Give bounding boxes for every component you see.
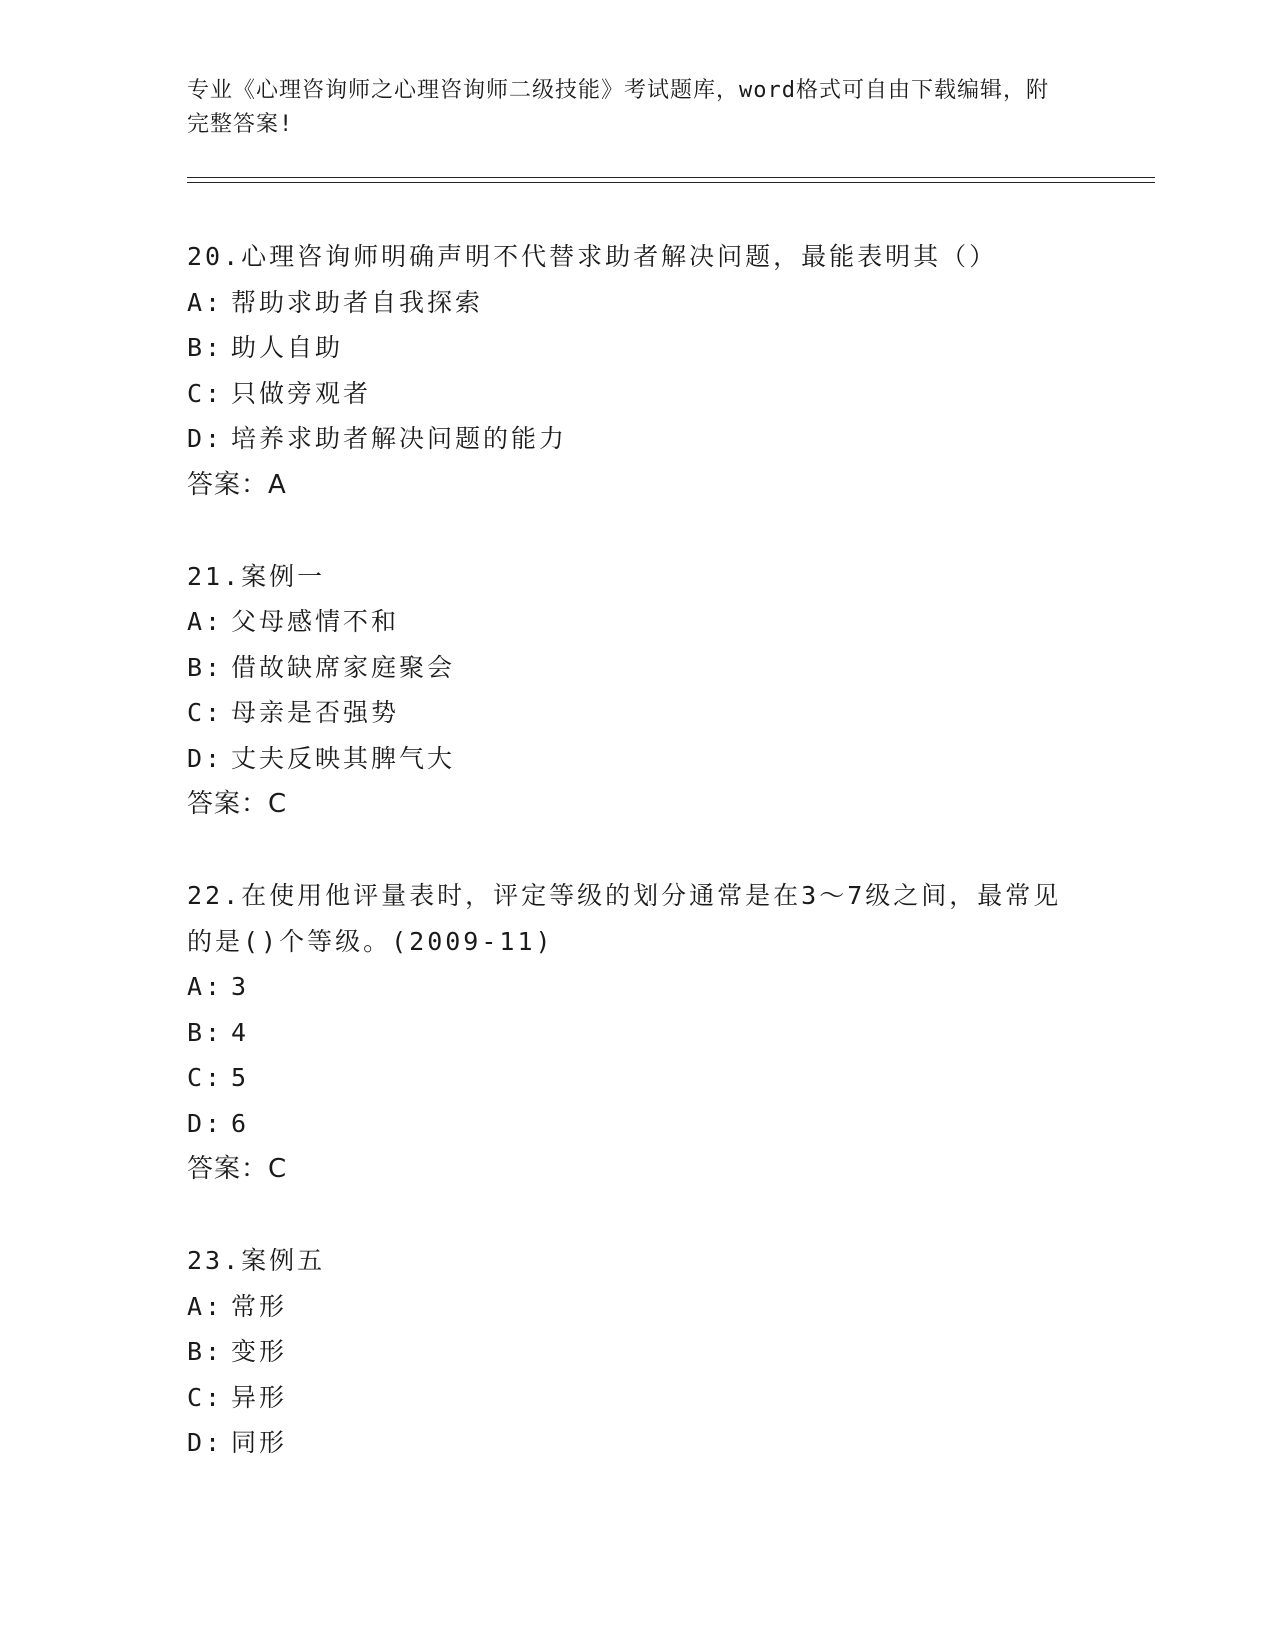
option-b [187,1329,1087,1375]
option-b [187,1010,1087,1056]
question-list [187,234,1087,1512]
option-text: 变形 [231,1337,288,1366]
option-d [187,1420,1087,1466]
answer-line: 答案：C [187,1154,288,1184]
option-letter: C: [187,1063,224,1092]
option-text: 帮助求助者自我探索 [231,287,484,317]
option-d [187,736,1087,782]
option-c [187,371,1087,417]
option-text: 培养求助者解决问题的能力 [231,424,568,453]
option-letter: A: [187,607,224,636]
question-stem: 22.在使用他评量表时，评定等级的划分通常是在3～7级之间，最常见的是()个等级。(2009-11) [187,881,1062,956]
option-text: 父母感情不和 [231,607,400,636]
header-divider-top [187,177,1155,178]
option-text: 同形 [231,1428,288,1457]
option-letter: C: [187,1382,224,1412]
question-23 [187,1238,1087,1466]
option-letter: D: [187,424,224,453]
option-a [187,280,1087,326]
option-text: 6 [231,1108,250,1138]
option-text: 只做旁观者 [231,378,372,408]
option-letter: D: [187,1108,224,1138]
header-divider-bottom [187,182,1155,183]
option-text: 借故缺席家庭聚会 [231,652,456,682]
option-letter: B: [187,1337,224,1366]
option-a [187,964,1087,1010]
question-stem: 20.心理咨询师明确声明不代替求助者解决问题，最能表明其（） [187,242,998,271]
option-d [187,416,1087,462]
option-letter: B: [187,333,224,362]
option-a [187,1284,1087,1330]
option-text: 助人自助 [231,333,344,362]
option-d [187,1101,1087,1147]
option-text: 5 [231,1063,250,1092]
option-text: 异形 [231,1382,288,1412]
option-text: 4 [231,1017,250,1047]
question-20 [187,234,1087,508]
option-letter: D: [187,1428,224,1457]
answer-line: 答案：A [187,469,287,500]
question-stem: 23.案例五 [187,1246,326,1275]
question-stem: 21.案例一 [187,561,326,591]
option-letter: C: [187,378,224,408]
option-c [187,1375,1087,1421]
option-letter: C: [187,698,224,727]
answer-line: 答案：C [187,789,288,819]
option-letter: B: [187,652,224,682]
option-letter: A: [187,972,224,1001]
option-b [187,645,1087,691]
option-a [187,599,1087,645]
option-c [187,1055,1087,1101]
question-22 [187,873,1087,1192]
document-header: 专业《心理咨询师之心理咨询师二级技能》考试题库，word格式可自由下载编辑，附完整答案! [187,78,1049,137]
option-text: 母亲是否强势 [231,698,400,727]
option-letter: B: [187,1017,224,1047]
option-letter: A: [187,287,224,317]
option-letter: D: [187,743,224,773]
option-text: 常形 [231,1291,288,1321]
option-letter: A: [187,1291,224,1321]
option-text: 3 [231,972,250,1001]
option-text: 丈夫反映其脾气大 [231,743,456,773]
option-c [187,690,1087,736]
option-b [187,325,1087,371]
question-21 [187,554,1087,828]
